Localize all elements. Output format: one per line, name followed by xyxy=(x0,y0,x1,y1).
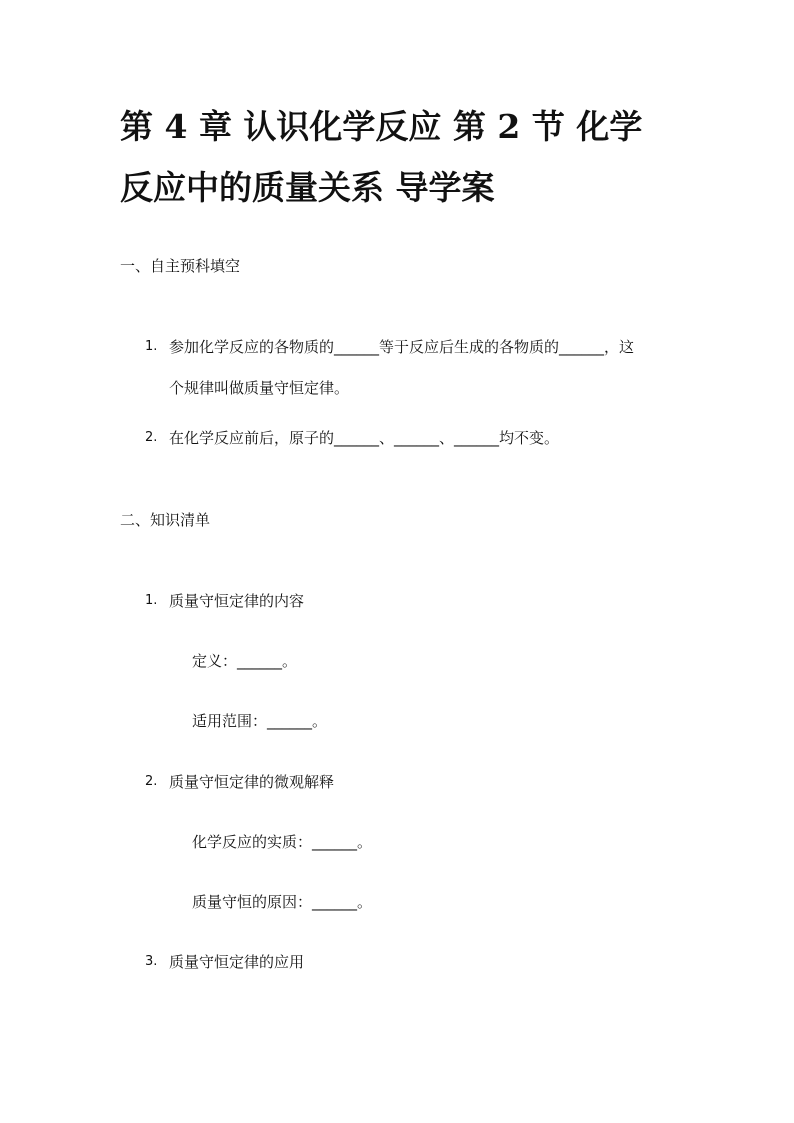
doc-title-line-2: 反应中的质量关系 导学案 xyxy=(120,168,495,207)
item-number: 2. xyxy=(145,774,158,789)
sub-item-essence: 化学反应的实质：______。 xyxy=(192,833,373,851)
fill-blank-line: 参加化学反应的各物质的______等于反应后生成的各物质的______，这 xyxy=(169,338,635,356)
sub-item-reason: 质量守恒的原因：______。 xyxy=(192,893,373,911)
sub-item-scope: 适用范围：______。 xyxy=(192,712,328,730)
list-item-text: 质量守恒定律的应用 xyxy=(169,953,305,971)
section-2-heading: 二、知识清单 xyxy=(120,511,211,529)
fill-blank-line-continued: 个规律叫做质量守恒定律。 xyxy=(169,379,350,397)
section-1-heading: 一、自主预科填空 xyxy=(120,257,241,275)
list-item-text: 质量守恒定律的微观解释 xyxy=(169,773,335,791)
sub-item-definition: 定义：______。 xyxy=(192,652,298,670)
item-number: 1. xyxy=(145,339,158,354)
list-item-text: 质量守恒定律的内容 xyxy=(169,592,305,610)
item-number: 3. xyxy=(145,954,158,969)
doc-title-line-1: 第 4 章 认识化学反应 第 2 节 化学 xyxy=(120,107,643,146)
item-number: 2. xyxy=(145,430,158,445)
fill-blank-line: 在化学反应前后，原子的______、______、______均不变。 xyxy=(169,429,560,447)
item-number: 1. xyxy=(145,593,158,608)
